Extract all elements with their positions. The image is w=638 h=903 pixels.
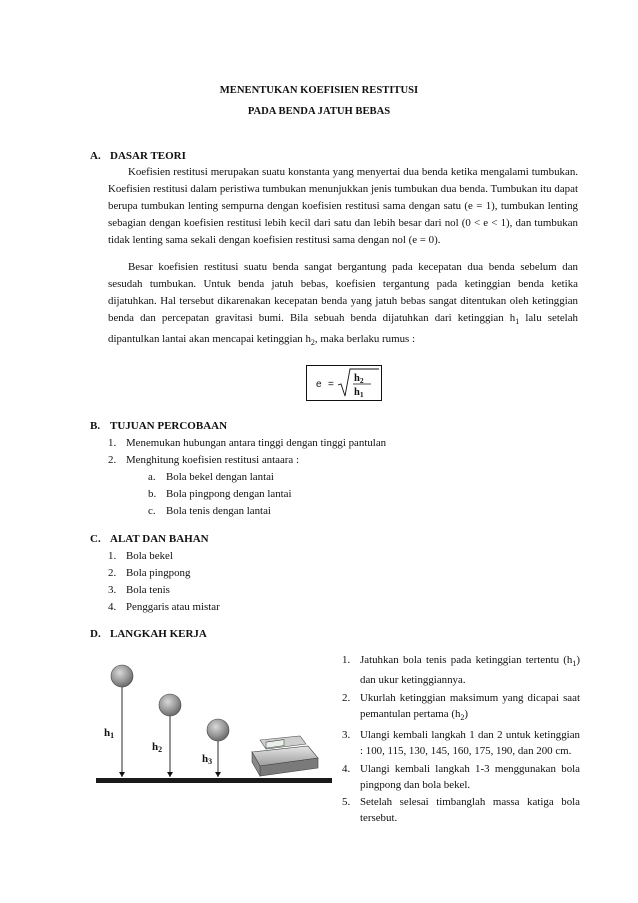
arrowhead-icon [215,772,221,777]
step-item: 5. Setelah selesai timbanglah massa katiga bola tersebut. [342,796,580,825]
floor-line [96,778,332,783]
list-item: 1. Bola bekel [108,550,173,562]
section-a-paragraph-2 [108,259,578,351]
list-subitem: a. Bola bekel dengan lantai [148,471,274,483]
paragraph-2-text-a: Besar koefisien restitusi suatu benda sangat bergantung pada kecepatan dua benda sebelum dan sesudah tumbukan. Untuk benda jatuh bebas, koefisien tergantung pada ketinggian benda ketika dijatuhkan. Hal tersebut dikarenakan kecepatan benda yang jatuh bebas sangat ditentukan oleh ketinggian benda dan percepatan gravitasi bumi. Bila sebuah benda dijatuhkan dari ketinggian h [108,261,578,325]
list-subitem: b. Bola pingpong dengan lantai [148,488,292,500]
section-b-title: TUJUAN PERCOBAAN [110,420,228,432]
bouncing-ball-diagram [96,656,332,786]
title-line-2: PADA BENDA JATUH BEBAS [247,106,391,117]
step-item: 4. Ulangi kembali langkah 1-3 menggunakan bola pingpong dan bola bekel. [342,762,580,791]
formula-equals: = [328,379,334,390]
section-b-letter: B. [90,420,101,432]
restitution-formula [306,365,382,401]
section-d-letter: D. [90,628,101,640]
step-item: 1. Jatuhkan bola tenis pada ketinggian tertentu $(h_1)$ dan ukur ketinggiannya. [342,654,580,687]
formula-lhs: e [316,379,322,390]
paragraph-2-text-c: , maka berlaku rumus : [314,332,416,345]
section-a-paragraph-1 [108,164,578,249]
label-h2: h2 [152,741,163,754]
step-item: 2. Ukurlah ketinggian maksimum yang dicapai saat pemantulan pertama $(h_2)$ [342,691,580,722]
ball-3 [207,719,229,741]
list-item: 2. Menghitung koefisien restitusi antaara : [108,454,299,466]
subscript-h1: 1 [515,317,520,327]
section-a-heading [90,150,186,162]
paragraph-1-text: Koefisien restitusi merupakan suatu konstanta yang menyertai dua benda ketika mengalami tumbukan. Koefisien restitusi dalam peristiwa tumbukan menunjukkan jenis tumbukan dua benda. Tumbukan itu dapat berupa tumbukan lenting sempurna dengan koefisien restitusi sama dengan satu (e = 1), tumbukan lenting sebagian dengan koefisien restitusi lebih kecil dari satu dan lebih besar dari nol (0 < e < 1), dan tumbukan tidak lenting sama sekali dengan koefisien restitusi sama dengan nol (e = 0). [108,166,578,247]
list-item: 2. Bola pingpong [108,567,191,579]
ball-2 [159,694,181,716]
list-item: 4. Penggaris atau mistar [108,601,220,613]
section-a-letter: A. [90,150,101,162]
ball-1 [111,665,133,687]
arrowhead-icon [119,772,125,777]
digital-scale-icon [252,736,318,776]
list-subitem: c. Bola tenis dengan lantai [148,505,271,517]
title-line-1: MENENTUKAN KOEFISIEN RESTITUSI [219,85,419,96]
section-a-title: DASAR TEORI [110,150,186,162]
step-item: 3. Ulangi kembali langkah 1 dan 2 untuk ketinggian : 100, 115, 130, 145, 160, 175, 190, dan 200 cm. [342,729,580,758]
label-h3: h3 [202,753,213,766]
section-d-title: LANGKAH KERJA [110,628,207,640]
label-h1: h1 [104,727,115,740]
list-item: 3. Bola tenis [108,584,170,596]
arrowhead-icon [167,772,173,777]
paragraph-2-text-b: lalu setelah dipantulkan lantai akan mencapai ketinggian h [108,312,578,345]
formula-graphic [307,366,381,400]
section-d-heading [90,628,207,640]
formula-denominator: h1 [354,387,364,399]
procedure-steps [342,652,580,828]
section-c-title: ALAT DAN BAHAN [110,533,209,545]
section-c-heading [90,533,209,545]
subscript-h2: 2 [310,337,315,347]
formula-numerator: h2 [354,373,364,385]
section-b-heading [90,420,227,432]
list-item: 1. Menemukan hubungan antara tinggi dengan tinggi pantulan [108,437,387,449]
section-c-letter: C. [90,533,101,545]
